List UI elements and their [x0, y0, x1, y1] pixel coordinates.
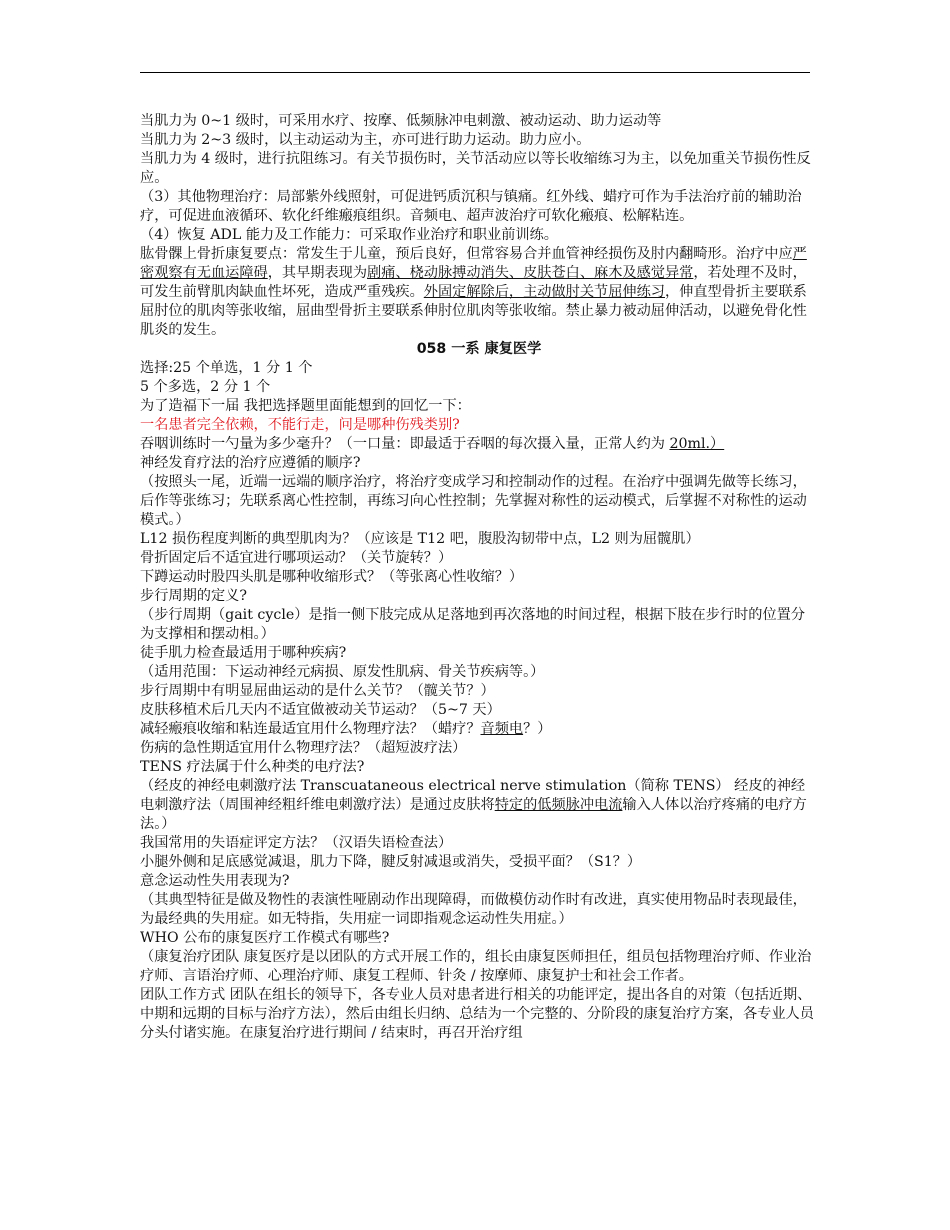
- paragraph: （康复治疗团队 康复医疗是以团队的方式开展工作的，组长由康复医师担任，组员包括物理治疗师、作业治疗师、言语治疗师、心理治疗师、康复工程师、针灸 / 按摩师、康复护士和社会工作者。: [140, 949, 812, 984]
- paragraph: （适用范围：下运动神经元病损、原发性肌病、骨关节疾病等。）: [140, 664, 545, 680]
- text-run: 减轻瘢痕收缩和粘连最适宜用什么物理疗法？（蜡疗？: [140, 721, 481, 737]
- paragraph: WHO 公布的康复医疗工作模式有哪些?: [140, 930, 390, 946]
- document-body: [140, 112, 818, 1043]
- text-run: 输入人体以治疗疼痛的电疗方法。）: [140, 797, 807, 832]
- paragraph: 步行周期的定义?: [140, 588, 247, 604]
- paragraph: （按照头一尾，近端一远端的顺序治疗，将治疗变成学习和控制动作的过程。在治疗中强调先做等长练习，后作等张练习；先联系离心性控制，再练习向心性控制；先掌握对称性的运动模式，后掌握不对称性的运动模式。）: [140, 474, 807, 528]
- paragraph: L12 损伤程度判断的典型肌肉为？（应该是 T12 吧，腹股沟韧带中点，L2 则为屈髋肌）: [140, 531, 700, 547]
- underlined-text: 20ml.）: [669, 436, 725, 452]
- text-run: ？）: [523, 721, 552, 737]
- paragraph: [140, 435, 818, 454]
- underlined-text: 音频电: [480, 721, 524, 737]
- underlined-text: 严密观察有无血运障碍: [140, 246, 807, 281]
- paragraph: 团队工作方式 团队在组长的领导下，各专业人员对患者进行相关的功能评定，提出各自的对策（包括近期、中期和远期的目标与治疗方法），然后由组长归纳、总结为一个完整的、分阶段的康复治疗方案，各专业人员分头付诸实施。在康复治疗进行期间 / 结束时，再召开治疗组: [140, 987, 814, 1041]
- section-heading: 058 一系 康复医学: [416, 341, 542, 357]
- text-run: 吞咽训练时一勺量为多少毫升？（一口量：即最适于吞咽的每次摄入量，正常人约为: [140, 436, 670, 452]
- paragraph: 意念运动性失用表现为?: [140, 873, 290, 889]
- paragraph: 选择:25 个单选，1 分 1 个: [140, 360, 313, 376]
- underlined-text: 特定的低频脉冲电流: [494, 797, 623, 813]
- paragraph: 神经发育疗法的治疗应遵循的顺序?: [140, 455, 361, 471]
- text-run: ，伸直型骨折主要联系屈肘位的肌肉等张收缩，屈曲型骨折主要联系伸肘位肌肉等张收缩。禁止暴力被动屈伸活动，以避免骨化性肌炎的发生。: [140, 284, 807, 338]
- text-run: 肱骨髁上骨折康复要点：常发生于儿童，预后良好，但常容易合并血管神经损伤及肘内翻畸形。治疗中应: [140, 246, 793, 262]
- paragraph: （3）其他物理治疗：局部紫外线照射，可促进钙质沉积与镇痛。红外线、蜡疗可作为手法治疗前的辅助治疗，可促进血液循环、软化纤维瘢痕组织。音频电、超声波治疗可软化瘢痕、松解粘连。: [140, 189, 802, 224]
- paragraph: 为了造福下一届 我把选择题里面能想到的回忆一下：: [140, 398, 471, 414]
- paragraph: （其典型特征是做及物性的表演性哑剧动作出现障碍，而做模仿动作时有改进，真实使用物品时表现最佳，为最经典的失用症。如无特指，失用症一词即指观念运动性失用症。）: [140, 892, 807, 927]
- paragraph: TENS 疗法属于什么种类的电疗法?: [140, 759, 365, 775]
- paragraph: [140, 777, 818, 834]
- paragraph: 伤病的急性期适宜用什么物理疗法？（超短波疗法）: [140, 740, 467, 756]
- paragraph: 小腿外侧和足底感觉减退，肌力下降，腱反射减退或消失，受损平面？（S1？）: [140, 854, 642, 870]
- paragraph: 骨折固定后不适宜进行哪项运动？（关节旋转？）: [140, 550, 453, 566]
- header-rule: [140, 72, 810, 73]
- highlighted-question: 一名患者完全依赖，不能行走，问是哪种伤残类别?: [140, 417, 460, 433]
- paragraph: 下蹲运动时股四头肌是哪种收缩形式？（等张离心性收缩？）: [140, 569, 524, 585]
- text-run: ，若处理不及时，可发生前臂肌肉缺血性坏死，造成严重残疾。: [140, 265, 807, 300]
- underlined-text: 剧痛、桡动脉搏动消失、皮肤苍白、麻木及感觉异常: [367, 265, 694, 281]
- paragraph: 当肌力为 4 级时，进行抗阻练习。有关节损伤时，关节活动应以等长收缩练习为主，以免加重关节损伤性反应。: [140, 151, 811, 186]
- paragraph: 我国常用的失语症评定方法？（汉语失语检查法）: [140, 835, 453, 851]
- paragraph: [140, 720, 818, 739]
- paragraph: 徒手肌力检查最适用于哪种疾病?: [140, 645, 347, 661]
- paragraph: 5 个多选，2 分 1 个: [140, 379, 271, 395]
- paragraph: 当肌力为 2~3 级时，以主动运动为主，亦可进行助力运动。助力应小。: [140, 132, 591, 148]
- paragraph: （步行周期（gait cycle）是指一侧下肢完成从足落地到再次落地的时间过程，根据下肢在步行时的位置分为支撑相和摆动相。）: [140, 607, 806, 642]
- paragraph: 皮肤移植术后几天内不适宜做被动关节运动？（5~7 天）: [140, 702, 501, 718]
- paragraph: 当肌力为 0~1 级时，可采用水疗、按摩、低频脉冲电刺激、被动运动、助力运动等: [140, 113, 662, 129]
- underlined-text: 外固定解除后，主动做肘关节屈伸练习: [423, 284, 665, 300]
- text-run: （经皮的神经电刺激疗法 Transcuataneous electrical nerve stimulation（简称 TENS） 经皮的神经电刺激疗法（周围神经粗纤维电刺激疗法）是通过皮肤将: [140, 778, 806, 813]
- paragraph-supracondylar-fracture: [140, 245, 818, 340]
- paragraph: （4）恢复 ADL 能力及工作能力：可采取作业治疗和职业前训练。: [140, 227, 558, 243]
- paragraph: 步行周期中有明显屈曲运动的是什么关节？（髋关节？）: [140, 683, 495, 699]
- text-run: ，其早期表现为: [267, 265, 368, 281]
